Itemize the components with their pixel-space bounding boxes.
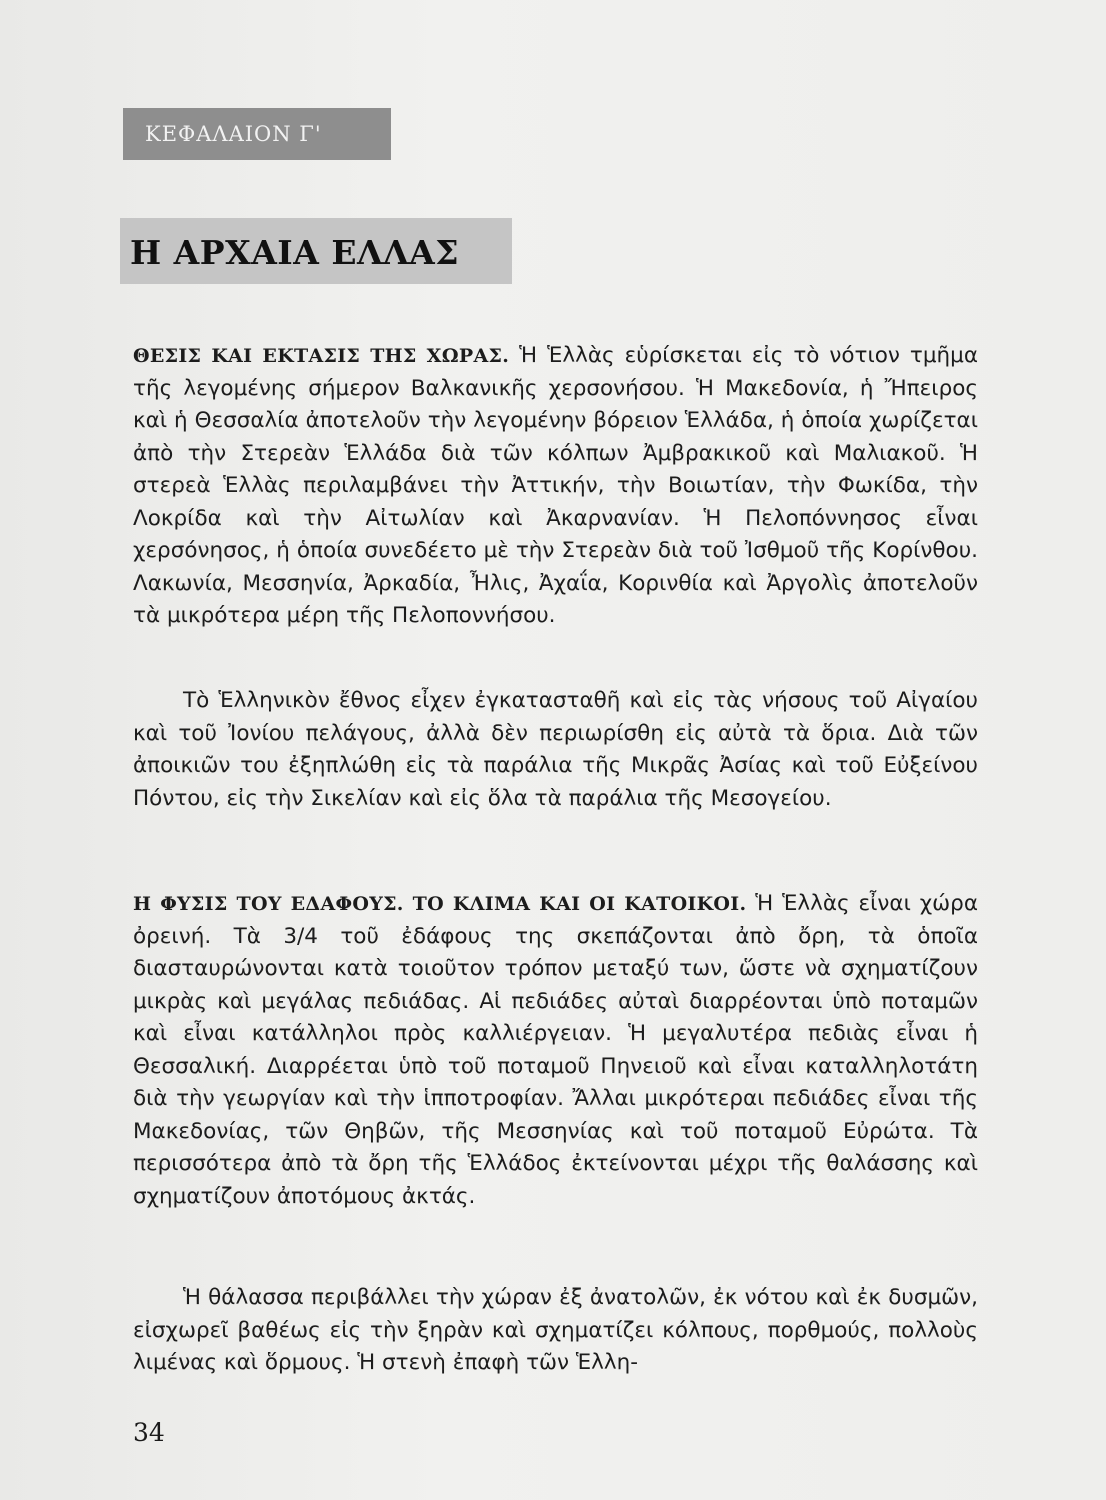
section-position-extent — [133, 340, 978, 633]
chapter-label: ΚΕΦΑΛΑΙΟΝ Γ' — [123, 108, 391, 160]
chapter-title: Η ΑΡΧΑΙΑ ΕΛΛΑΣ — [120, 218, 512, 284]
page-number: 34 — [133, 1418, 165, 1447]
paragraph-text: Ἡ θάλασσα περιβάλλει τὴν χώραν ἐξ ἀνατολῶν, ἐκ νότου καὶ ἐκ δυσμῶν, εἰσχωρεῖ βαθέως εἰς τὴν ξηρὰν καὶ σχηματίζει κόλπους, πορθμούς, πολλοὺς λιμένας καὶ ὅρμους. Ἡ στενὴ ἐπαφὴ τῶν Ἑλλη- — [133, 1285, 978, 1375]
section-heading: Η ΦΥΣΙΣ ΤΟΥ ΕΔΑΦΟΥΣ. ΤΟ ΚΛΙΜΑ ΚΑΙ ΟΙ ΚΑΤΟΙΚΟΙ. — [133, 893, 747, 915]
paragraph-sea — [133, 1282, 978, 1380]
section-heading: ΘΕΣΙΣ ΚΑΙ ΕΚΤΑΣΙΣ ΤΗΣ ΧΩΡΑΣ. — [133, 345, 510, 367]
paragraph-text: Ἡ Ἑλλὰς εἶναι χώρα ὀρεινή. Τὰ 3/4 τοῦ ἐδάφους της σκεπάζονται ἀπὸ ὄρη, τὰ ὁποῖα διασταυρώνονται κατὰ τοιοῦτον τρόπον μεταξύ των, ὥστε νὰ σχηματίζουν μικρὰς καὶ μεγάλας πεδιάδας. Αἱ πεδιάδες αὐταὶ διαρρέονται ὑπὸ ποταμῶν καὶ εἶναι κατάλληλοι πρὸς καλλιέργειαν. Ἡ μεγαλυτέρα πεδιὰς εἶναι ἡ Θεσσαλική. Διαρρέεται ὑπὸ τοῦ ποταμοῦ Πηνειοῦ καὶ εἶναι καταλληλοτάτη διὰ τὴν γεωργίαν καὶ τὴν ἱπποτροφίαν. Ἄλλαι μικρότεραι πεδιάδες εἶναι τῆς Μακεδονίας, τῶν Θηβῶν, τῆς Μεσσηνίας καὶ τοῦ ποταμοῦ Εὐρώτα. Τὰ περισσότερα ἀπὸ τὰ ὄρη τῆς Ἑλλάδος ἐκτείνονται μέχρι τῆς θαλάσσης καὶ σχηματίζουν ἀποτόμους ἀκτάς. — [133, 891, 978, 1209]
section-terrain-climate — [133, 888, 978, 1213]
paragraph-colonies — [133, 685, 978, 815]
paragraph-text: Ἡ Ἑλλὰς εὑρίσκεται εἰς τὸ νότιον τμῆμα τῆς λεγομένης σήμερον Βαλκανικῆς χερσονήσου. Ἡ Μακεδονία, ἡ Ἤπειρος καὶ ἡ Θεσσαλία ἀποτελοῦν τὴν λεγομένην βόρειον Ἑλλάδα, ἡ ὁποία χωρίζεται ἀπὸ τὴν Στερεὰν Ἑλλάδα διὰ τῶν κόλπων Ἀμβρακικοῦ καὶ Μαλιακοῦ. Ἡ στερεὰ Ἑλλὰς περιλαμβάνει τὴν Ἀττικήν, τὴν Βοιωτίαν, τὴν Φωκίδα, τὴν Λοκρίδα καὶ τὴν Αἰτωλίαν καὶ Ἀκαρνανίαν. Ἡ Πελοπόννησος εἶναι χερσόνησος, ἡ ὁποία συνεδέετο μὲ τὴν Στερεὰν διὰ τοῦ Ἰσθμοῦ τῆς Κορίνθου. Λακωνία, Μεσσηνία, Ἀρκαδία, Ἦλις, Ἀχαΐα, Κορινθία καὶ Ἀργολὶς ἀποτελοῦν τὰ μικρότερα μέρη τῆς Πελοποννήσου. — [133, 343, 978, 628]
paragraph-text: Τὸ Ἑλληνικὸν ἔθνος εἶχεν ἐγκατασταθῆ καὶ εἰς τὰς νήσους τοῦ Αἰγαίου καὶ τοῦ Ἰονίου πελάγους, ἀλλὰ δὲν περιωρίσθη εἰς αὐτὰ τὰ ὅρια. Διὰ τῶν ἀποικιῶν του ἐξηπλώθη εἰς τὰ παράλια τῆς Μικρᾶς Ἀσίας καὶ τοῦ Εὐξείνου Πόντου, εἰς τὴν Σικελίαν καὶ εἰς ὅλα τὰ παράλια τῆς Μεσογείου. — [133, 688, 978, 811]
